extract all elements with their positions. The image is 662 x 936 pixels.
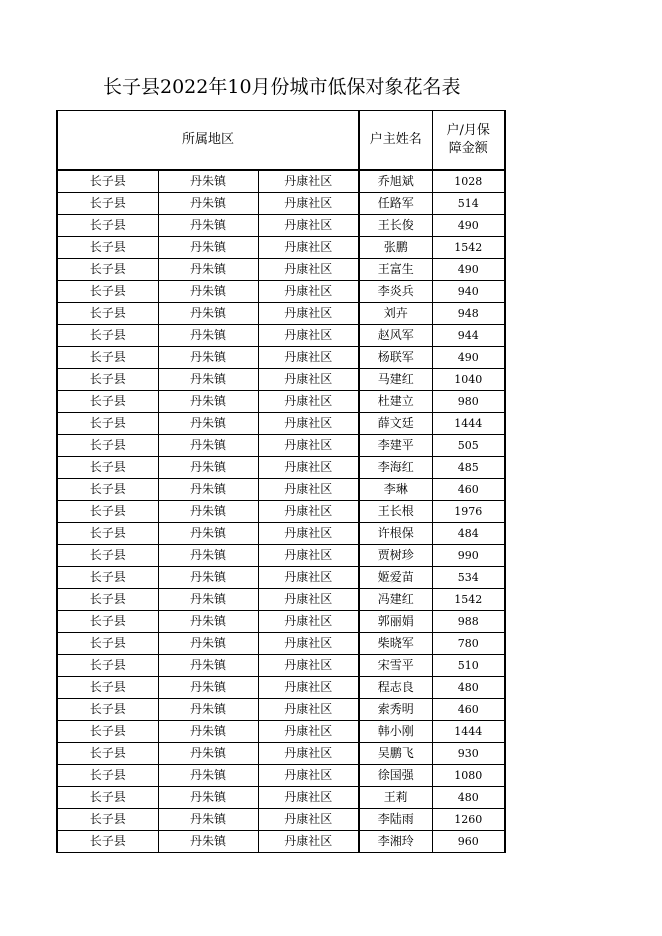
cell-amount: 510 — [432, 655, 505, 677]
cell-county: 长子县 — [57, 347, 158, 369]
cell-town: 丹朱镇 — [158, 611, 258, 633]
cell-county: 长子县 — [57, 787, 158, 809]
page-title: 长子县2022年10月份城市低保对象花名表 — [103, 76, 461, 98]
cell-town: 丹朱镇 — [158, 677, 258, 699]
cell-town: 丹朱镇 — [158, 655, 258, 677]
cell-community: 丹康社区 — [258, 215, 359, 237]
table-row — [57, 391, 505, 413]
cell-county: 长子县 — [57, 655, 158, 677]
cell-town: 丹朱镇 — [158, 523, 258, 545]
cell-county: 长子县 — [57, 765, 158, 787]
table-row — [57, 435, 505, 457]
cell-town: 丹朱镇 — [158, 501, 258, 523]
cell-town: 丹朱镇 — [158, 567, 258, 589]
cell-name: 杨联军 — [359, 347, 432, 369]
cell-name: 贾树珍 — [359, 545, 432, 567]
cell-community: 丹康社区 — [258, 765, 359, 787]
cell-county: 长子县 — [57, 281, 158, 303]
cell-name: 李陆雨 — [359, 809, 432, 831]
cell-name: 许根保 — [359, 523, 432, 545]
cell-amount: 1080 — [432, 765, 505, 787]
cell-community: 丹康社区 — [258, 809, 359, 831]
cell-town: 丹朱镇 — [158, 787, 258, 809]
cell-community: 丹康社区 — [258, 831, 359, 853]
low-income-roster-table — [56, 110, 506, 853]
cell-name: 王长俊 — [359, 215, 432, 237]
cell-name: 张鹏 — [359, 237, 432, 259]
cell-county: 长子县 — [57, 170, 158, 193]
cell-name: 宋雪平 — [359, 655, 432, 677]
cell-name: 乔旭斌 — [359, 170, 432, 193]
table-row — [57, 655, 505, 677]
cell-town: 丹朱镇 — [158, 413, 258, 435]
cell-name: 刘卉 — [359, 303, 432, 325]
cell-county: 长子县 — [57, 303, 158, 325]
cell-amount: 490 — [432, 259, 505, 281]
cell-community: 丹康社区 — [258, 743, 359, 765]
cell-town: 丹朱镇 — [158, 369, 258, 391]
header-amount-text: 户/月保障金额 — [446, 123, 490, 156]
table-row — [57, 699, 505, 721]
cell-community: 丹康社区 — [258, 170, 359, 193]
cell-amount: 514 — [432, 193, 505, 215]
table-row — [57, 413, 505, 435]
cell-name: 马建红 — [359, 369, 432, 391]
cell-name: 郭丽娟 — [359, 611, 432, 633]
cell-community: 丹康社区 — [258, 479, 359, 501]
cell-county: 长子县 — [57, 193, 158, 215]
cell-amount: 484 — [432, 523, 505, 545]
cell-community: 丹康社区 — [258, 655, 359, 677]
cell-amount: 1542 — [432, 589, 505, 611]
cell-amount: 960 — [432, 831, 505, 853]
cell-amount: 1976 — [432, 501, 505, 523]
table-row — [57, 545, 505, 567]
cell-community: 丹康社区 — [258, 325, 359, 347]
cell-county: 长子县 — [57, 633, 158, 655]
cell-amount: 988 — [432, 611, 505, 633]
cell-town: 丹朱镇 — [158, 479, 258, 501]
cell-county: 长子县 — [57, 325, 158, 347]
cell-community: 丹康社区 — [258, 413, 359, 435]
cell-community: 丹康社区 — [258, 545, 359, 567]
table-row — [57, 809, 505, 831]
cell-county: 长子县 — [57, 677, 158, 699]
cell-community: 丹康社区 — [258, 567, 359, 589]
cell-community: 丹康社区 — [258, 501, 359, 523]
header-amount — [432, 111, 505, 171]
cell-amount: 460 — [432, 479, 505, 501]
table-row — [57, 215, 505, 237]
cell-town: 丹朱镇 — [158, 259, 258, 281]
cell-town: 丹朱镇 — [158, 303, 258, 325]
cell-town: 丹朱镇 — [158, 721, 258, 743]
cell-amount: 480 — [432, 677, 505, 699]
cell-name: 程志良 — [359, 677, 432, 699]
cell-name: 李海红 — [359, 457, 432, 479]
cell-amount: 948 — [432, 303, 505, 325]
cell-community: 丹康社区 — [258, 611, 359, 633]
table-row — [57, 457, 505, 479]
cell-county: 长子县 — [57, 457, 158, 479]
cell-town: 丹朱镇 — [158, 633, 258, 655]
table-row — [57, 787, 505, 809]
cell-town: 丹朱镇 — [158, 170, 258, 193]
cell-county: 长子县 — [57, 743, 158, 765]
cell-town: 丹朱镇 — [158, 589, 258, 611]
header-name: 户主姓名 — [359, 111, 432, 171]
cell-amount: 940 — [432, 281, 505, 303]
table-row — [57, 193, 505, 215]
cell-county: 长子县 — [57, 831, 158, 853]
cell-community: 丹康社区 — [258, 633, 359, 655]
cell-town: 丹朱镇 — [158, 545, 258, 567]
cell-name: 王长根 — [359, 501, 432, 523]
cell-name: 薛文廷 — [359, 413, 432, 435]
table-row — [57, 523, 505, 545]
cell-community: 丹康社区 — [258, 347, 359, 369]
table-row — [57, 765, 505, 787]
cell-amount: 485 — [432, 457, 505, 479]
cell-county: 长子县 — [57, 545, 158, 567]
cell-county: 长子县 — [57, 721, 158, 743]
table-row — [57, 677, 505, 699]
cell-name: 柴晓军 — [359, 633, 432, 655]
table-row — [57, 611, 505, 633]
cell-county: 长子县 — [57, 259, 158, 281]
table-row — [57, 170, 505, 193]
table-row — [57, 743, 505, 765]
cell-town: 丹朱镇 — [158, 391, 258, 413]
table-row — [57, 281, 505, 303]
cell-community: 丹康社区 — [258, 787, 359, 809]
cell-community: 丹康社区 — [258, 303, 359, 325]
header-region: 所属地区 — [57, 111, 359, 171]
cell-amount: 980 — [432, 391, 505, 413]
cell-town: 丹朱镇 — [158, 237, 258, 259]
cell-town: 丹朱镇 — [158, 215, 258, 237]
table-row — [57, 237, 505, 259]
cell-name: 王莉 — [359, 787, 432, 809]
cell-amount: 1260 — [432, 809, 505, 831]
cell-amount: 480 — [432, 787, 505, 809]
cell-amount: 1040 — [432, 369, 505, 391]
cell-county: 长子县 — [57, 567, 158, 589]
cell-town: 丹朱镇 — [158, 809, 258, 831]
cell-amount: 1444 — [432, 413, 505, 435]
cell-community: 丹康社区 — [258, 677, 359, 699]
table-header-row — [57, 111, 505, 171]
cell-name: 李炎兵 — [359, 281, 432, 303]
cell-name: 韩小刚 — [359, 721, 432, 743]
cell-county: 长子县 — [57, 589, 158, 611]
cell-community: 丹康社区 — [258, 193, 359, 215]
cell-community: 丹康社区 — [258, 523, 359, 545]
cell-community: 丹康社区 — [258, 435, 359, 457]
cell-town: 丹朱镇 — [158, 831, 258, 853]
table-row — [57, 479, 505, 501]
table-body — [57, 111, 505, 853]
table-row — [57, 303, 505, 325]
cell-community: 丹康社区 — [258, 369, 359, 391]
cell-county: 长子县 — [57, 391, 158, 413]
cell-amount: 1444 — [432, 721, 505, 743]
cell-amount: 990 — [432, 545, 505, 567]
cell-county: 长子县 — [57, 479, 158, 501]
cell-county: 长子县 — [57, 523, 158, 545]
cell-town: 丹朱镇 — [158, 347, 258, 369]
cell-amount: 1542 — [432, 237, 505, 259]
cell-county: 长子县 — [57, 809, 158, 831]
table-row — [57, 831, 505, 853]
cell-name: 吴鹏飞 — [359, 743, 432, 765]
cell-amount: 490 — [432, 347, 505, 369]
cell-community: 丹康社区 — [258, 721, 359, 743]
table-row — [57, 567, 505, 589]
cell-community: 丹康社区 — [258, 237, 359, 259]
cell-county: 长子县 — [57, 215, 158, 237]
cell-name: 姬爱苗 — [359, 567, 432, 589]
cell-town: 丹朱镇 — [158, 281, 258, 303]
cell-town: 丹朱镇 — [158, 435, 258, 457]
table-row — [57, 369, 505, 391]
cell-county: 长子县 — [57, 435, 158, 457]
cell-town: 丹朱镇 — [158, 457, 258, 479]
table-row — [57, 347, 505, 369]
cell-town: 丹朱镇 — [158, 193, 258, 215]
cell-amount: 460 — [432, 699, 505, 721]
cell-name: 李湘玲 — [359, 831, 432, 853]
cell-name: 赵风军 — [359, 325, 432, 347]
table-row — [57, 259, 505, 281]
cell-name: 杜建立 — [359, 391, 432, 413]
cell-county: 长子县 — [57, 611, 158, 633]
cell-county: 长子县 — [57, 413, 158, 435]
cell-amount: 930 — [432, 743, 505, 765]
cell-county: 长子县 — [57, 369, 158, 391]
cell-community: 丹康社区 — [258, 699, 359, 721]
cell-community: 丹康社区 — [258, 391, 359, 413]
cell-name: 徐国强 — [359, 765, 432, 787]
cell-county: 长子县 — [57, 699, 158, 721]
cell-amount: 780 — [432, 633, 505, 655]
cell-community: 丹康社区 — [258, 281, 359, 303]
cell-name: 李琳 — [359, 479, 432, 501]
cell-amount: 944 — [432, 325, 505, 347]
cell-community: 丹康社区 — [258, 259, 359, 281]
cell-amount: 534 — [432, 567, 505, 589]
cell-name: 索秀明 — [359, 699, 432, 721]
cell-name: 任路军 — [359, 193, 432, 215]
cell-name: 冯建红 — [359, 589, 432, 611]
cell-amount: 505 — [432, 435, 505, 457]
cell-town: 丹朱镇 — [158, 325, 258, 347]
cell-town: 丹朱镇 — [158, 743, 258, 765]
cell-town: 丹朱镇 — [158, 699, 258, 721]
cell-name: 王富生 — [359, 259, 432, 281]
cell-town: 丹朱镇 — [158, 765, 258, 787]
cell-amount: 1028 — [432, 170, 505, 193]
table-row — [57, 501, 505, 523]
cell-community: 丹康社区 — [258, 589, 359, 611]
table-row — [57, 325, 505, 347]
table-row — [57, 721, 505, 743]
cell-community: 丹康社区 — [258, 457, 359, 479]
cell-county: 长子县 — [57, 237, 158, 259]
cell-name: 李建平 — [359, 435, 432, 457]
cell-amount: 490 — [432, 215, 505, 237]
table-row — [57, 589, 505, 611]
table-row — [57, 633, 505, 655]
cell-county: 长子县 — [57, 501, 158, 523]
